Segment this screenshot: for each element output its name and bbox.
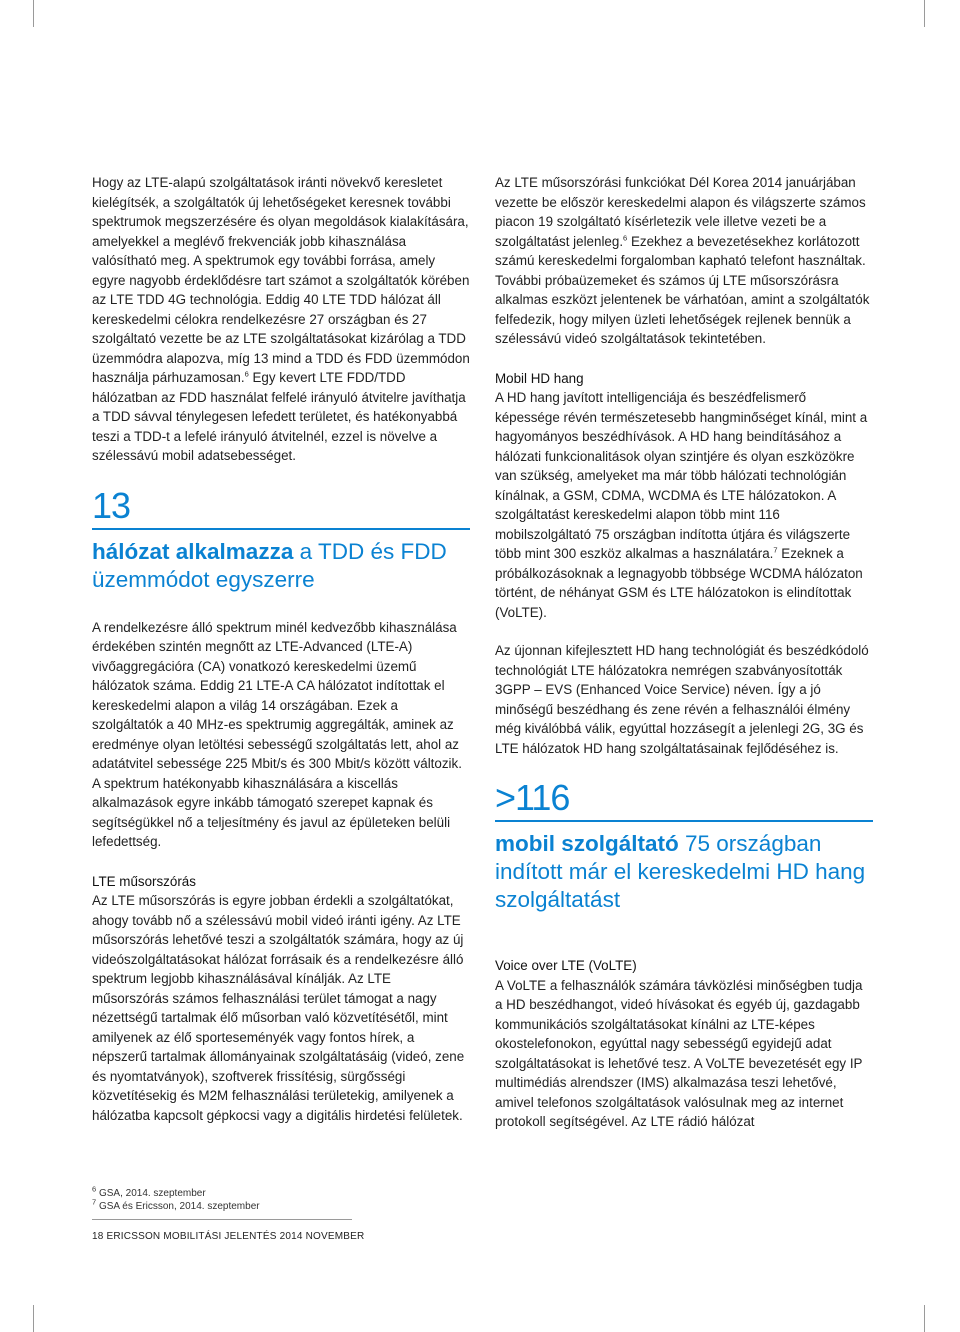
report-title: ERICSSON MOBILITÁSI JELENTÉS [106,1231,277,1242]
footnotes [92,1184,260,1213]
subheading-mobile-hd-voice: Mobil HD hang [495,370,584,386]
crop-mark [924,0,925,27]
stat-caption: hálózat alkalmazza a TDD és FDD üzemmódot egyszerre [92,538,447,592]
report-date: 2014 NOVEMBER [279,1231,365,1242]
footer-divider [92,1219,352,1220]
intro-paragraph: Hogy az LTE-alapú szolgáltatások iránti növekvő keresletet kielégítsék, a szolgáltatók új lehetőségeket keresnek további spektrumok megszerzésére és olyan megoldások kialakítására, amelyekkel a meglévő frekvenciák jobb kihasználása valósítható meg. A spektrumok egy további forrása, amely egyre nagyobb érdeklődésre tart számot a szolgáltatók körében az LTE TDD 4G technológia. Eddig 40 LTE TDD hálózat áll kereskedelmi célokra rendelkezésre 27 országban és 27 szolgáltató vezette be az LTE szolgáltatásokat kizárólag a TDD üzemmódra alapozva, míg 13 mind a TDD és FDD üzemmódon használja párhuzamosan.$^6$ Egy kevert LTE FDD/TDD hálózatban az FDD használat felfelé irányuló átvitelre javíthatja a TDD sávval ténylegesen lefedett területet, és hatékonyabbá teszi a TDD-t a lefelé irányuló átvitelnél, ezzel is növelve a szélessávú mobil adatsebességet. [92,175,470,463]
footnote-ref: 7 [773,545,778,555]
stat-callout-hd-voice [495,778,873,914]
stat-number: >116 [495,777,570,818]
lte-broadcast-paragraph: Az LTE műsorszórás is egyre jobban érdekli a szolgáltatókat, ahogy tovább nő a szélessávú mobil videó iránti igény. Az LTE műsorszórás lehetővé teszi a szolgáltatók számára, hogy az új videószolgáltatásokat hálózat forrásaik és a rendelkezésre álló spektrum legjobb kihasználásával kínálják. Az LTE műsorszórás számos felhasználási terület támogat a nagy nézettségű tartalmak élő műsorban való közvetítésétől, mint amilyenek az élő sporteseményék vagy fontos hírek, a népszerű tartalmak állományainak szolgáltatásáig (videó, zene és nyomtatványok), szoftverek frissítésig, sürgősségi közvetítésekig és M2M felhasználási területekig, amilyenek a hálózatba kapcsolt gépkocsi vagy a digitális hirdetési felületek. [92,893,465,1123]
stat-number: 13 [92,484,131,526]
footnote: $^7$ GSA és Ericsson, 2014. szeptember [92,1197,260,1212]
stat-caption: mobil szolgáltató 75 országban indított már el kereskedelmi HD hang szolgáltatást [495,831,866,912]
subheading-volte: Voice over LTE (VoLTE) [495,958,637,973]
right-column [495,173,873,1132]
footnote-ref: 6 [623,233,628,243]
footnote: $^6$ GSA, 2014. szeptember [92,1184,206,1199]
lte-advanced-paragraph: A rendelkezésre álló spektrum minél kedvezőbb kihasználása érdekében szintén megnőtt az LTE-Advanced (LTE-A) vivőaggregációra (CA) vonatkozó kereskedelmi üzemű hálózatok száma. Eddig 21 LTE-A CA hálózatot indítottak el kereskedelmi alapon a világ 14 országában. Ezek a szolgáltatók a 40 MHz-es spektrumig aggregálták, aminek az eredménye olyan letöltési sebességű szolgáltatás lett, ahol az adatátvitel sebessége 225 Mbit/s és 300 Mbit/s között változik. A spektrum hatékonyabb kihasználására a kiscellás alkalmazások egyre inkább támogató szerepet kapnak és segítségükkel nő a teljesítmény és javul az épületeken belüli lefedettség. [92,619,462,849]
crop-mark [924,1305,925,1332]
volte-paragraph: A VoLTE a felhasználók számára távközlési minőségben tudja a HD beszédhangot, videó hívásokat és egyéb új, gazdagabb kommunikációs szolgáltatásokat kínálni az LTE-képes okostelefonokon, egyúttal nagy sebességű egyidejű adat szolgáltatásokat is lehetővé tesz. A VoLTE bevezetését egy IP multimédiás alrendszer (IMS) alkalmazása teszi lehetővé, amivel telefonos szolgáltatások valósulnak meg az internet protokoll segítségével. Az LTE rádió hálózat [495,977,863,1129]
left-column [92,173,470,1125]
footnote-ref: 6 [244,369,249,379]
stat-divider [92,528,470,530]
crop-mark [33,1305,34,1332]
evs-paragraph: Az újonnan kifejlesztett HD hang technológiát és beszédkódoló technológiát LTE hálózatokra nemrégen szabványosították 3GPP – EVS (Enhanced Voice Service) néven. Így a jó minőségű beszédhang és zene révén a felhasználói élmény még kiválóbbá válik, egyúttal hozzásegít a jelenlegi 2G, 3G és LTE hálózatok HD hang szolgáltatásainak fejlődéséhez is. [495,643,869,756]
stat-callout-tdd [92,486,470,594]
crop-mark [33,0,34,27]
page-number: 18 [92,1231,104,1242]
broadcast-korea-paragraph: Az LTE műsorszórási funkciókat Dél Korea 2014 januárjában vezette be először kereskedelmi alapon és világszerte számos piacon 19 szolgáltató kísérletezik vele illetve vezeti be a szolgáltatást jelenleg.$^6$ Ezekhez a bevezetésekhez korlátozott számú kereskedelmi forgalomban kapható telefont használtak. További próbaüzemeket és számos új LTE műsorszórásra alkalmas eszközt jelentenek be várhatóan, amint a szolgáltatók felfedezik, hogy milyen üzleti lehetőségek rejlenek bennük a szélessávú videó szolgáltatások tekintetében. [495,175,870,346]
stat-divider [495,820,873,822]
page-footer [92,1231,364,1243]
hd-voice-paragraph: A HD hang javított intelligenciája és beszédfelismerő képessége révén természetesebb hangminőséget kínál, mint a hagyományos beszédhívások. A HD hang beindításához a hálózati funkcionalitások olyan szintjére és olyan eszközökre van szükség, amelyeket ma már több hálózati technológián kínálnak, a GSM, CDMA, WCDMA és LTE hálózatokon. A szolgáltatást kereskedelmi alapon több mint 116 mobilszolgáltató 75 országban indította útjára és világszerte több mint 300 eszköz alkalmas a használatára.$^7$ Ezeknek a próbálkozásoknak a legnagyobb többsége WCDMA hálózaton történt, de néhányat GSM és LTE hálózatokon is elindítottak (VoLTE). [495,390,868,620]
subheading-lte-broadcast: LTE műsorszórás [92,873,196,889]
